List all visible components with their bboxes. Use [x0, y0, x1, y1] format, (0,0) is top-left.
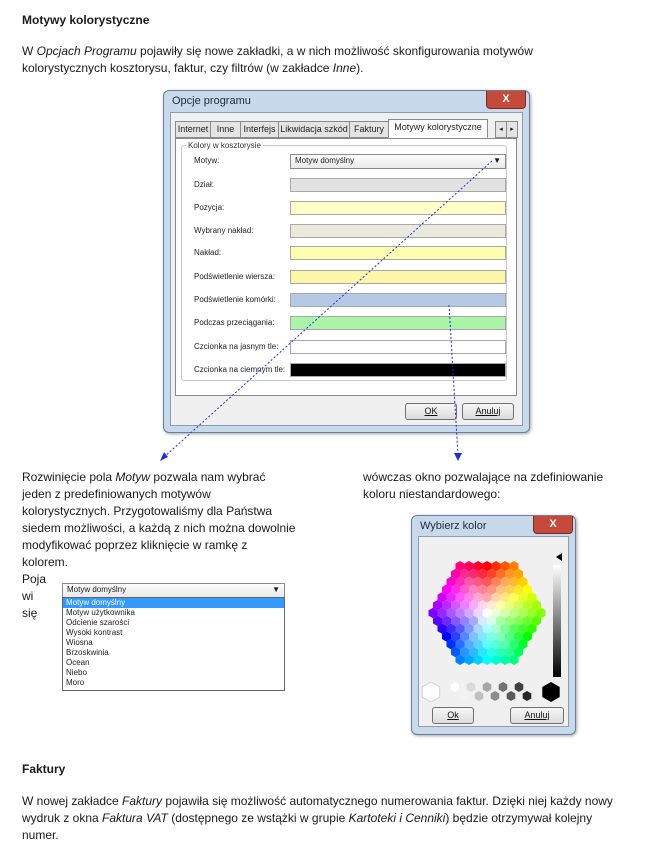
invoices-paragraph: W nowej zakładce Faktury pojawiła się możliwość automatycznego numerowania faktur. Dzięki niej każdy nowy wydruk z okna Faktura VAT (dostępnego ze wstążki w grupie Kartoteki i Cenniki) będzie otrzymywał kolejny numer. — [22, 794, 613, 842]
chevron-down-icon: ▼ — [272, 585, 280, 594]
ok-button[interactable]: Ok — [432, 707, 474, 724]
color-cell[interactable] — [507, 691, 516, 701]
dropdown-option[interactable]: Wysoki kontrast — [66, 628, 123, 637]
color-picker-title: Wybierz kolor — [420, 520, 487, 532]
tab-scroll-left-icon[interactable]: ◂ — [495, 121, 507, 138]
close-button[interactable]: X — [486, 91, 526, 109]
arrow-to-dropdown — [163, 161, 492, 458]
color-cell[interactable] — [475, 691, 484, 701]
arrow-head-right — [454, 453, 462, 461]
tab-internet[interactable]: Internet — [175, 121, 211, 138]
dropdown-description: Rozwinięcie pola Motyw pozwala nam wybrać jeden z predefiniowanych motywów kolorystycznych. Przygotowaliśmy dla Państwa siedem możliwości, a każdą z nich można dowolnie modyfikować poprzez kliknięcie w ramkę z kolorem. Poja wi się — [22, 470, 296, 620]
color-cell[interactable] — [422, 682, 439, 702]
color-cell[interactable] — [515, 682, 524, 692]
ok-button[interactable]: OK — [405, 403, 457, 420]
color-cell[interactable] — [542, 682, 559, 702]
row-label-wybrany-naklad: Wybrany nakład: — [194, 226, 254, 235]
dropdown-option[interactable]: Wiosna — [66, 638, 93, 647]
dropdown-option[interactable]: Odcienie szarości — [66, 618, 130, 627]
section-heading-themes: Motywy kolorystyczne — [22, 13, 150, 27]
dropdown-option[interactable]: Ocean — [66, 658, 90, 667]
row-label-pozycja: Pozycja: — [194, 203, 225, 212]
color-cell[interactable] — [499, 682, 508, 692]
color-cell[interactable] — [491, 691, 500, 701]
dropdown-option[interactable]: Motyw użytkownika — [66, 608, 135, 617]
dropdown-option[interactable]: Brzoskwinia — [66, 648, 109, 657]
tab-likwidacja[interactable]: Likwidacja szkód — [278, 121, 350, 138]
colors-group-legend: Kolory w kosztorysie — [188, 141, 261, 150]
slider-marker-icon[interactable] — [556, 553, 562, 561]
arrow-head-left — [160, 452, 168, 461]
theme-dropdown-value: Motyw domyślny — [67, 585, 127, 594]
row-label-podswietlenie-wiersza: Podświetlenie wiersza: — [194, 272, 275, 281]
dropdown-option[interactable]: Moro — [66, 678, 85, 687]
tab-scroll-right-icon[interactable]: ▸ — [506, 121, 518, 138]
row-label-podczas-przeciagania: Podczas przeciągania: — [194, 318, 275, 327]
row-label-podswietlenie-komorki: Podświetlenie komórki: — [194, 295, 276, 304]
theme-select-value: Motyw domyślny — [295, 156, 355, 165]
tab-inne[interactable]: Inne — [210, 121, 241, 138]
chevron-down-icon: ▼ — [493, 156, 501, 165]
color-cell[interactable] — [483, 682, 492, 692]
options-dialog-title: Opcje programu — [172, 95, 251, 107]
color-hexagon-wheel[interactable] — [419, 537, 568, 726]
color-picker-dialog — [411, 515, 576, 735]
row-label-czcionka-ciemne: Czcionka na ciemnym tle: — [194, 365, 286, 374]
cancel-button[interactable]: Anuluj — [462, 403, 514, 420]
intro-paragraph: W Opcjach Programu pojawiły się nowe zakładki, a w nich możliwość skonfigurowania motywów kolorystycznych kosztorysu, faktur, czy filtrów (w zakładce Inne). — [22, 44, 533, 75]
color-picker-panel — [418, 536, 569, 727]
section-heading-invoices: Faktury — [22, 762, 66, 776]
theme-dropdown-list — [62, 597, 285, 691]
theme-dropdown[interactable] — [62, 583, 285, 598]
color-picker-description: wówczas okno pozwalające na zdefiniowanie koloru niestandardowego: — [363, 470, 604, 501]
tab-interfejs[interactable]: Interfejs — [240, 121, 279, 138]
cancel-button[interactable]: Anuluj — [510, 707, 564, 724]
color-cell[interactable] — [467, 682, 476, 692]
tab-faktury[interactable]: Faktury — [349, 121, 389, 138]
color-cell[interactable] — [523, 691, 532, 701]
dropdown-option[interactable]: Motyw domyślny — [63, 598, 284, 608]
color-cell[interactable] — [459, 691, 468, 701]
row-label-naklad: Nakład: — [194, 248, 222, 257]
row-label-motyw: Motyw: — [194, 156, 220, 165]
row-label-dzial: Dział: — [194, 180, 215, 189]
brightness-slider[interactable] — [553, 565, 561, 677]
dropdown-option[interactable]: Niebo — [66, 668, 87, 677]
close-button[interactable]: X — [533, 516, 573, 534]
row-label-czcionka-jasne: Czcionka na jasnym tle: — [194, 342, 279, 351]
color-cell[interactable] — [451, 682, 460, 692]
tab-motywy-kolorystyczne[interactable]: Motywy kolorystyczne — [388, 119, 488, 138]
arrow-to-color-picker — [449, 305, 458, 455]
